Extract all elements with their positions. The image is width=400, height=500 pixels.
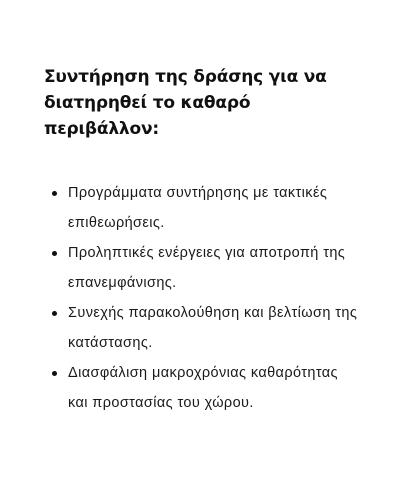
list-item [44,238,360,298]
list-item [44,358,360,418]
list-item [44,178,360,238]
list-item-text: Διασφάλιση μακροχρόνιας καθαρότητας και προστασίας του χώρου. [68,365,338,411]
list-item-text: Συνεχής παρακολούθηση και βελτίωση της κατάστασης. [68,305,358,351]
list-item-text: Προληπτικές ενέργειες για αποτροπή της επανεμφάνισης. [68,245,346,291]
list-item-text: Προγράμματα συντήρησης με τακτικές επιθεωρήσεις. [68,185,328,231]
bullet-icon [52,311,57,316]
bullet-icon [52,251,57,256]
bullet-list [44,178,360,418]
section-heading: Συντήρηση της δράσης για να διατηρηθεί το καθαρό περιβάλλον: [44,67,327,139]
bullet-icon [52,371,57,376]
bullet-icon [52,191,57,196]
list-item [44,298,360,358]
